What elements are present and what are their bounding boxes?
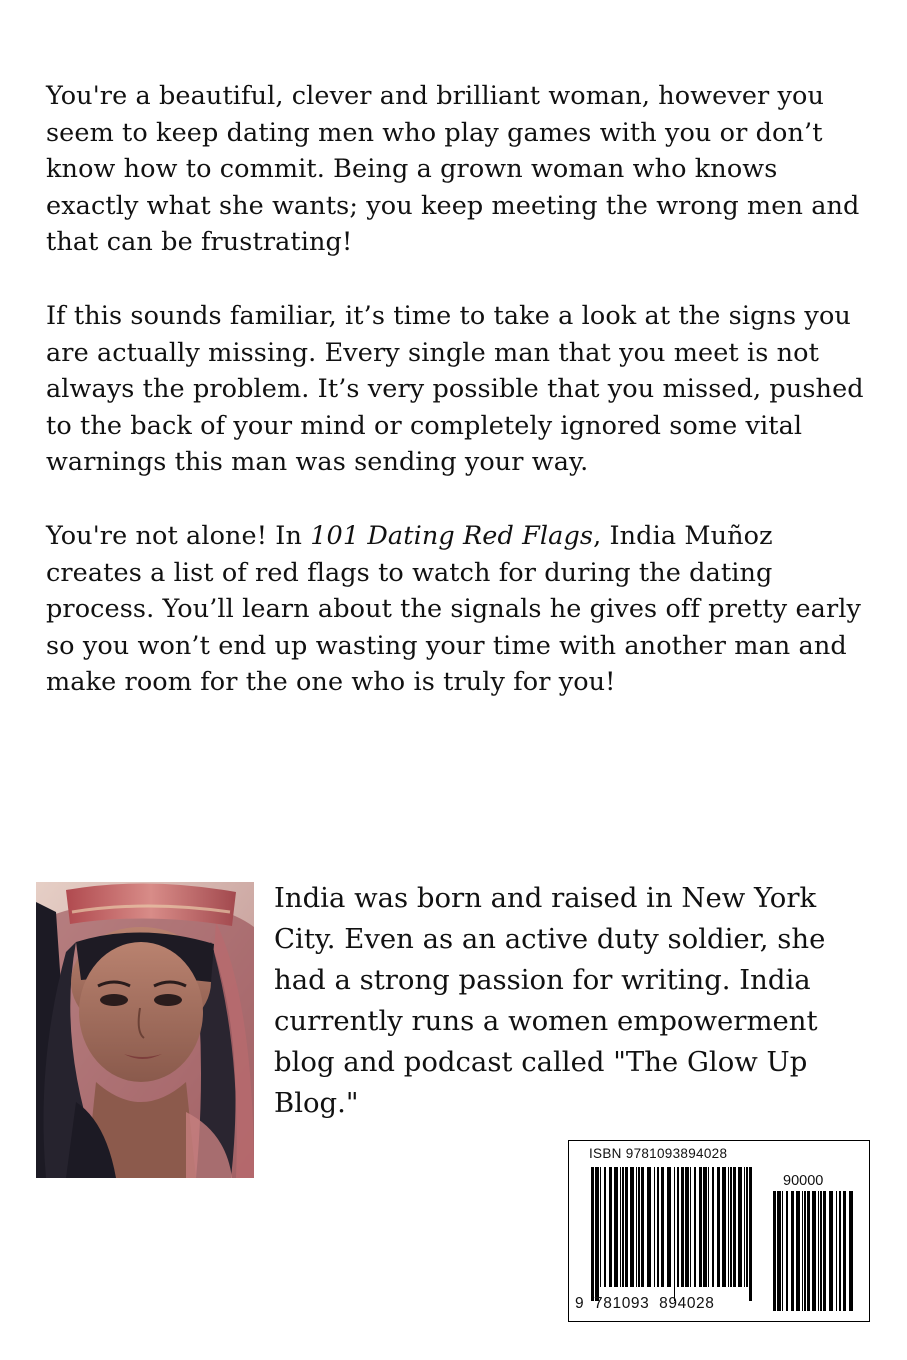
back-cover-blurb bbox=[46, 78, 866, 738]
blurb-paragraph-3 bbox=[46, 518, 866, 701]
author-bio: India was born and raised in New York City. Even as an active duty soldier, she had a strong passion for writing. India currently runs a women empowerment blog and podcast called "The Glow Up Blog." bbox=[274, 882, 826, 1119]
barcode-bars bbox=[569, 1141, 869, 1321]
barcode-digits: 9 781093 894028 bbox=[575, 1295, 715, 1312]
isbn-barcode bbox=[568, 1140, 870, 1322]
price-code: 90000 bbox=[783, 1173, 824, 1189]
author-photo bbox=[36, 882, 254, 1178]
blurb-paragraph-2: If this sounds familiar, it’s time to take a look at the signs you are actually missing. Every single man that you meet is not always the problem. It’s very possible that you missed, pushed to the back of your mind or completely ignored some vital warnings this man was sending your way. bbox=[46, 300, 864, 478]
blurb-p3-end: , India Muñoz creates a list of red flags to watch for during the dating process. You’ll learn about the signals he gives off pretty early so you won’t end up wasting your time with another man and make room for the one who is truly for you! bbox=[46, 520, 862, 698]
blurb-paragraph-1: You're a beautiful, clever and brilliant woman, however you seem to keep dating men who play games with you or don’t know how to commit. Being a grown woman who knows exactly what she wants; you keep meeting the wrong men and that can be frustrating! bbox=[46, 81, 860, 258]
book-title: 101 Dating Red Flags bbox=[310, 520, 594, 551]
blurb-p3-start: You're not alone! In bbox=[46, 520, 311, 551]
isbn-label: ISBN 9781093894028 bbox=[589, 1146, 728, 1161]
